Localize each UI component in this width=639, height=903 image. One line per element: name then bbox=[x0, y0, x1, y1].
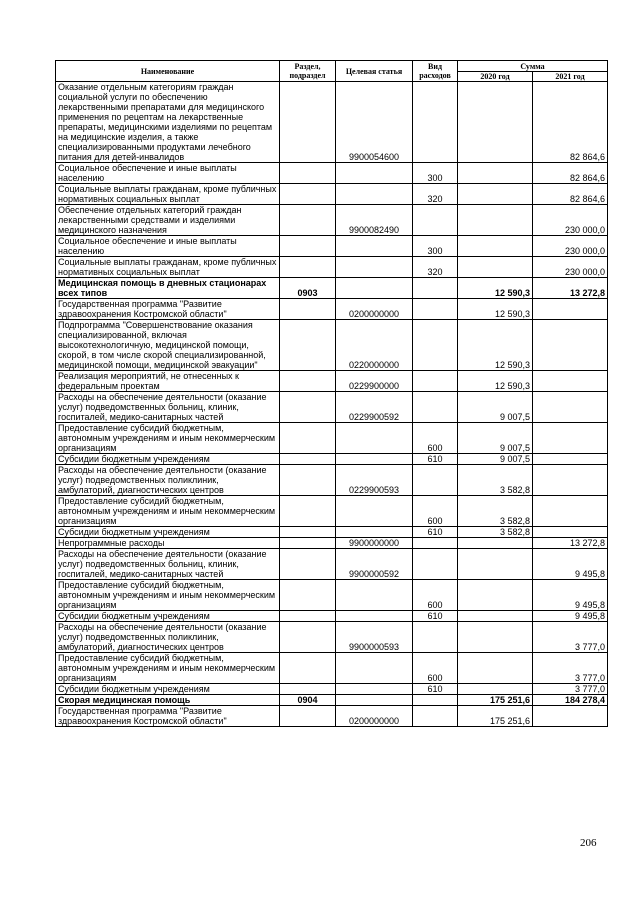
cell-2020: 175 251,6 bbox=[458, 695, 533, 706]
cell-2020 bbox=[458, 82, 533, 163]
cell-2021 bbox=[533, 320, 608, 371]
cell-expense bbox=[413, 706, 458, 727]
cell-section bbox=[280, 423, 336, 454]
table-row bbox=[56, 371, 608, 392]
cell-2021 bbox=[533, 454, 608, 465]
cell-section bbox=[280, 706, 336, 727]
cell-2020 bbox=[458, 236, 533, 257]
cell-name: Предоставление субсидий бюджетным, автономным учреждениям и иным некоммерческим организациям bbox=[56, 580, 280, 611]
cell-2020 bbox=[458, 205, 533, 236]
cell-section bbox=[280, 527, 336, 538]
cell-2020 bbox=[458, 184, 533, 205]
cell-section bbox=[280, 653, 336, 684]
cell-target bbox=[336, 236, 413, 257]
cell-target bbox=[336, 653, 413, 684]
cell-section bbox=[280, 496, 336, 527]
cell-name: Социальные выплаты гражданам, кроме публичных нормативных социальных выплат bbox=[56, 184, 280, 205]
cell-name: Расходы на обеспечение деятельности (оказание услуг) подведомственных больниц, клиник, госпиталей, медико-санитарных частей bbox=[56, 392, 280, 423]
header-section: Раздел, подраздел bbox=[280, 61, 336, 82]
cell-target bbox=[336, 580, 413, 611]
table-row bbox=[56, 622, 608, 653]
cell-2021: 82 864,6 bbox=[533, 163, 608, 184]
cell-2020: 175 251,6 bbox=[458, 706, 533, 727]
table-row bbox=[56, 392, 608, 423]
cell-section bbox=[280, 320, 336, 371]
cell-expense: 610 bbox=[413, 611, 458, 622]
cell-section bbox=[280, 454, 336, 465]
cell-section bbox=[280, 371, 336, 392]
cell-target bbox=[336, 454, 413, 465]
cell-expense: 300 bbox=[413, 163, 458, 184]
cell-2021: 13 272,8 bbox=[533, 278, 608, 299]
cell-expense: 610 bbox=[413, 684, 458, 695]
cell-target: 9900000593 bbox=[336, 622, 413, 653]
cell-2021 bbox=[533, 465, 608, 496]
table-row bbox=[56, 611, 608, 622]
cell-target: 0229900000 bbox=[336, 371, 413, 392]
table-row bbox=[56, 580, 608, 611]
cell-section bbox=[280, 622, 336, 653]
cell-2021: 9 495,8 bbox=[533, 549, 608, 580]
cell-target bbox=[336, 278, 413, 299]
header-year-2021: 2021 год bbox=[533, 72, 608, 82]
cell-section bbox=[280, 184, 336, 205]
table-row bbox=[56, 684, 608, 695]
cell-target: 0200000000 bbox=[336, 299, 413, 320]
cell-name: Субсидии бюджетным учреждениям bbox=[56, 684, 280, 695]
table-row bbox=[56, 527, 608, 538]
cell-target: 9900000000 bbox=[336, 538, 413, 549]
cell-expense: 320 bbox=[413, 184, 458, 205]
cell-expense bbox=[413, 392, 458, 423]
cell-expense: 600 bbox=[413, 580, 458, 611]
table-row bbox=[56, 320, 608, 371]
cell-2020 bbox=[458, 163, 533, 184]
cell-2021 bbox=[533, 392, 608, 423]
cell-name: Государственная программа "Развитие здравоохранения Костромской области" bbox=[56, 299, 280, 320]
cell-name: Медицинская помощь в дневных стационарах всех типов bbox=[56, 278, 280, 299]
cell-2021: 3 777,0 bbox=[533, 653, 608, 684]
cell-target: 0229900592 bbox=[336, 392, 413, 423]
cell-expense bbox=[413, 538, 458, 549]
table-row bbox=[56, 465, 608, 496]
table-row bbox=[56, 454, 608, 465]
cell-2021: 230 000,0 bbox=[533, 236, 608, 257]
cell-2020: 12 590,3 bbox=[458, 320, 533, 371]
cell-target bbox=[336, 496, 413, 527]
cell-2021 bbox=[533, 371, 608, 392]
cell-expense bbox=[413, 549, 458, 580]
cell-expense bbox=[413, 320, 458, 371]
cell-2020: 3 582,8 bbox=[458, 496, 533, 527]
cell-2020 bbox=[458, 653, 533, 684]
cell-2020 bbox=[458, 257, 533, 278]
cell-target bbox=[336, 684, 413, 695]
cell-target bbox=[336, 527, 413, 538]
cell-2021 bbox=[533, 299, 608, 320]
cell-name: Субсидии бюджетным учреждениям bbox=[56, 454, 280, 465]
table-row bbox=[56, 423, 608, 454]
cell-target: 0229900593 bbox=[336, 465, 413, 496]
cell-section bbox=[280, 392, 336, 423]
cell-section bbox=[280, 465, 336, 496]
table-row bbox=[56, 538, 608, 549]
cell-name: Социальные выплаты гражданам, кроме публичных нормативных социальных выплат bbox=[56, 257, 280, 278]
cell-name: Предоставление субсидий бюджетным, автономным учреждениям и иным некоммерческим организациям bbox=[56, 423, 280, 454]
cell-2020: 9 007,5 bbox=[458, 454, 533, 465]
table-row bbox=[56, 278, 608, 299]
cell-2020 bbox=[458, 611, 533, 622]
table-row bbox=[56, 299, 608, 320]
table-row bbox=[56, 496, 608, 527]
cell-2021: 9 495,8 bbox=[533, 580, 608, 611]
table-row bbox=[56, 163, 608, 184]
cell-expense bbox=[413, 205, 458, 236]
cell-2020 bbox=[458, 549, 533, 580]
cell-name: Государственная программа "Развитие здравоохранения Костромской области" bbox=[56, 706, 280, 727]
cell-expense: 600 bbox=[413, 653, 458, 684]
table-row bbox=[56, 184, 608, 205]
cell-name: Социальное обеспечение и иные выплаты населению bbox=[56, 236, 280, 257]
cell-target: 9900000592 bbox=[336, 549, 413, 580]
cell-section bbox=[280, 684, 336, 695]
header-name: Наименование bbox=[56, 61, 280, 82]
header-year-2020: 2020 год bbox=[458, 72, 533, 82]
cell-name: Предоставление субсидий бюджетным, автономным учреждениям и иным некоммерческим организациям bbox=[56, 653, 280, 684]
cell-2021: 9 495,8 bbox=[533, 611, 608, 622]
cell-expense: 610 bbox=[413, 527, 458, 538]
header-expense: Вид расходов bbox=[413, 61, 458, 82]
cell-section bbox=[280, 538, 336, 549]
cell-2021 bbox=[533, 496, 608, 527]
cell-section bbox=[280, 257, 336, 278]
cell-2020 bbox=[458, 622, 533, 653]
cell-expense bbox=[413, 465, 458, 496]
cell-target bbox=[336, 611, 413, 622]
cell-2020: 12 590,3 bbox=[458, 278, 533, 299]
cell-name: Социальное обеспечение и иные выплаты населению bbox=[56, 163, 280, 184]
header-sum: Сумма bbox=[458, 61, 608, 72]
cell-2021: 82 864,6 bbox=[533, 82, 608, 163]
table-row bbox=[56, 653, 608, 684]
cell-expense bbox=[413, 695, 458, 706]
cell-2021 bbox=[533, 423, 608, 454]
cell-name: Реализация мероприятий, не отнесенных к федеральным проектам bbox=[56, 371, 280, 392]
cell-2021: 230 000,0 bbox=[533, 257, 608, 278]
cell-2021: 13 272,8 bbox=[533, 538, 608, 549]
header-target: Целевая статья bbox=[336, 61, 413, 82]
table-body bbox=[56, 82, 608, 727]
cell-2020: 12 590,3 bbox=[458, 299, 533, 320]
cell-2021 bbox=[533, 527, 608, 538]
cell-target bbox=[336, 423, 413, 454]
cell-name: Расходы на обеспечение деятельности (оказание услуг) подведомственных больниц, клиник, госпиталей, медико-санитарных частей bbox=[56, 549, 280, 580]
table-row bbox=[56, 549, 608, 580]
cell-expense bbox=[413, 371, 458, 392]
cell-2021 bbox=[533, 706, 608, 727]
cell-expense: 600 bbox=[413, 423, 458, 454]
cell-expense: 610 bbox=[413, 454, 458, 465]
cell-expense bbox=[413, 82, 458, 163]
cell-expense bbox=[413, 278, 458, 299]
cell-2020 bbox=[458, 580, 533, 611]
table-row bbox=[56, 236, 608, 257]
cell-name: Обеспечение отдельных категорий граждан лекарственными средствами и изделиями медицинского назначения bbox=[56, 205, 280, 236]
cell-expense bbox=[413, 299, 458, 320]
cell-target: 0220000000 bbox=[336, 320, 413, 371]
cell-target: 9900082490 bbox=[336, 205, 413, 236]
cell-2021: 230 000,0 bbox=[533, 205, 608, 236]
cell-2020 bbox=[458, 684, 533, 695]
cell-section bbox=[280, 236, 336, 257]
cell-2021: 82 864,6 bbox=[533, 184, 608, 205]
cell-name: Непрограммные расходы bbox=[56, 538, 280, 549]
cell-expense bbox=[413, 622, 458, 653]
cell-section: 0903 bbox=[280, 278, 336, 299]
cell-name: Предоставление субсидий бюджетным, автономным учреждениям и иным некоммерческим организациям bbox=[56, 496, 280, 527]
cell-name: Расходы на обеспечение деятельности (оказание услуг) подведомственных поликлиник, амбулаторий, диагностических центров bbox=[56, 465, 280, 496]
table-row bbox=[56, 205, 608, 236]
cell-name: Субсидии бюджетным учреждениям bbox=[56, 611, 280, 622]
cell-section bbox=[280, 163, 336, 184]
cell-expense: 300 bbox=[413, 236, 458, 257]
table-row bbox=[56, 257, 608, 278]
cell-section bbox=[280, 611, 336, 622]
cell-expense: 600 bbox=[413, 496, 458, 527]
cell-target bbox=[336, 184, 413, 205]
cell-expense: 320 bbox=[413, 257, 458, 278]
cell-name: Субсидии бюджетным учреждениям bbox=[56, 527, 280, 538]
cell-target: 0200000000 bbox=[336, 706, 413, 727]
cell-target bbox=[336, 163, 413, 184]
page-number: 206 bbox=[580, 837, 597, 849]
cell-section bbox=[280, 82, 336, 163]
cell-2021: 3 777,0 bbox=[533, 622, 608, 653]
cell-section: 0904 bbox=[280, 695, 336, 706]
cell-2021: 184 278,4 bbox=[533, 695, 608, 706]
cell-2020: 3 582,8 bbox=[458, 465, 533, 496]
cell-2020: 12 590,3 bbox=[458, 371, 533, 392]
cell-2020 bbox=[458, 538, 533, 549]
table-row bbox=[56, 695, 608, 706]
cell-section bbox=[280, 205, 336, 236]
cell-target bbox=[336, 695, 413, 706]
cell-name: Расходы на обеспечение деятельности (оказание услуг) подведомственных поликлиник, амбулаторий, диагностических центров bbox=[56, 622, 280, 653]
cell-name: Скорая медицинская помощь bbox=[56, 695, 280, 706]
cell-2020: 9 007,5 bbox=[458, 392, 533, 423]
cell-name: Оказание отдельным категориям граждан социальной услуги по обеспечению лекарственными препаратами для медицинского применения по рецептам на лекарственные препараты, медицинскими изделиями по рецептам на медицинские изделия, а также специализированными продуктами лечебного питания для детей-инвалидов bbox=[56, 82, 280, 163]
cell-section bbox=[280, 580, 336, 611]
cell-target bbox=[336, 257, 413, 278]
budget-table bbox=[55, 60, 608, 727]
cell-2021: 3 777,0 bbox=[533, 684, 608, 695]
cell-2020: 9 007,5 bbox=[458, 423, 533, 454]
cell-section bbox=[280, 299, 336, 320]
cell-name: Подпрограмма "Совершенствование оказания специализированной, включая высокотехнологичную, медицинской помощи, скорой, в том числе скорой специализированной, медицинской помощи, медицинской эвакуации" bbox=[56, 320, 280, 371]
table-row bbox=[56, 706, 608, 727]
cell-target: 9900054600 bbox=[336, 82, 413, 163]
table-row bbox=[56, 82, 608, 163]
cell-section bbox=[280, 549, 336, 580]
cell-2020: 3 582,8 bbox=[458, 527, 533, 538]
